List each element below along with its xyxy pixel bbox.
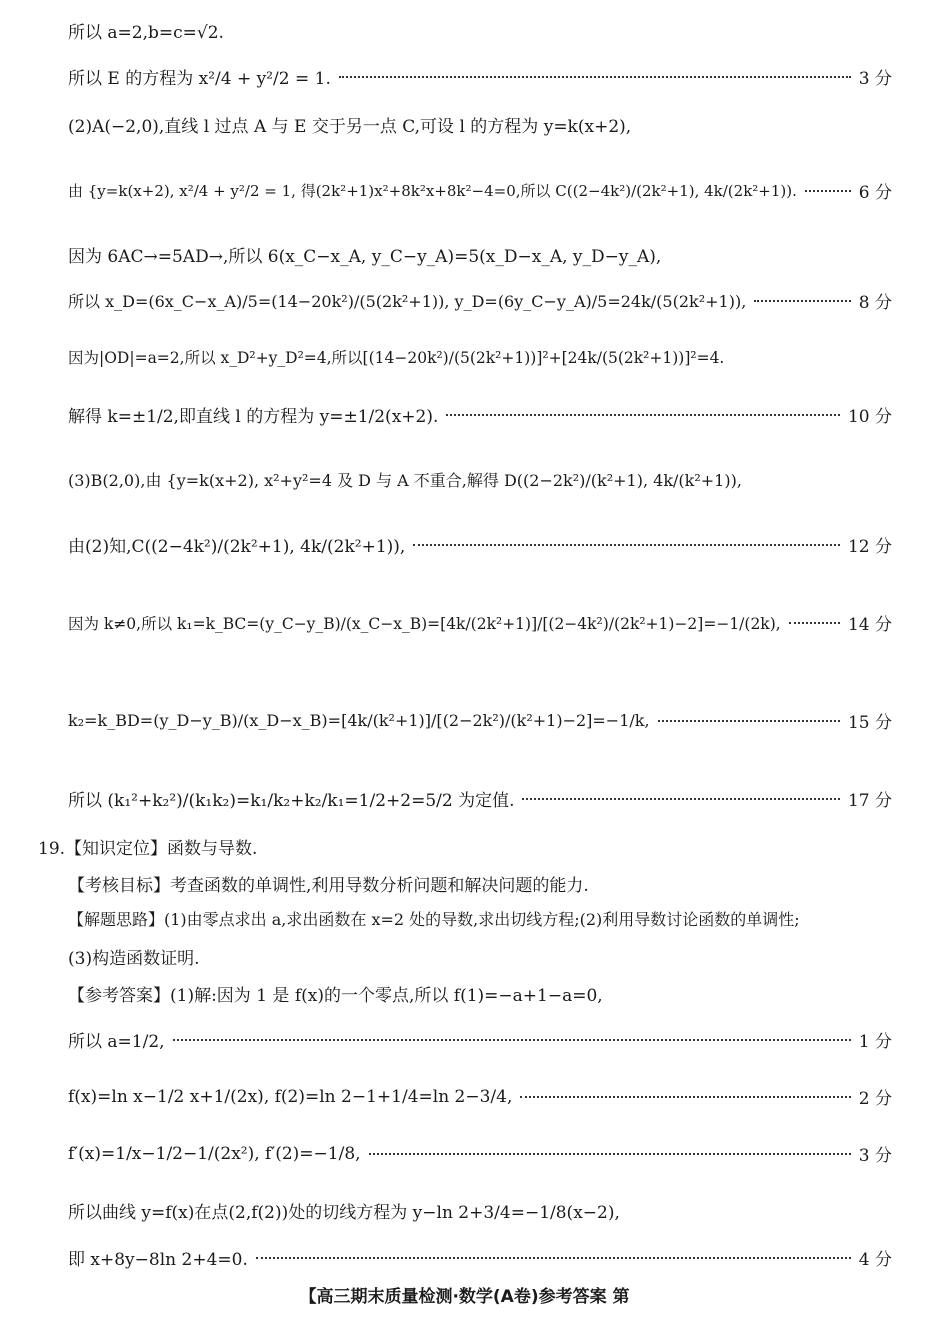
solution-line	[68, 288, 892, 313]
score-label: 10 分	[847, 407, 892, 427]
dotted-leader	[173, 1039, 851, 1041]
solution-line	[68, 532, 892, 557]
line-text: 由 {y=k(x+2), x²/4 + y²/2 = 1, 得(2k²+1)x²+8k²x+8k²−4=0,所以 C((2−4k²)/(2k²+1), 4k/(2k²+1)).	[68, 182, 797, 200]
solution-line	[68, 1245, 892, 1270]
solution-line	[68, 1141, 892, 1166]
score-label: 4 分	[858, 1250, 892, 1270]
line-text: f′(x)=1/x−1/2−1/(2x²), f′(2)=−1/8,	[68, 1143, 361, 1164]
line-text: 解得 k=±1/2,即直线 l 的方程为 y=±1/2(x+2).	[68, 407, 439, 427]
question-header	[38, 834, 892, 859]
solution-line	[68, 1027, 892, 1052]
score-label: 8 分	[858, 293, 892, 313]
line-text: 所以 E 的方程为 x²/4 + y²/2 = 1.	[68, 69, 331, 89]
score-label: 14 分	[847, 615, 892, 635]
solution-line	[68, 242, 892, 267]
line-text: 即 x+8y−8ln 2+4=0.	[68, 1250, 248, 1270]
score-label: 6 分	[858, 183, 892, 203]
line-text: (3)构造函数证明.	[68, 949, 200, 969]
solution-line	[68, 112, 892, 137]
score-label: 15 分	[847, 713, 892, 733]
line-text: 因为 k≠0,所以 k₁=k_BC=(y_C−y_B)/(x_C−x_B)=[4k/(2k²+1)]/[(2−4k²)/(2k²+1)−2]=−1/(2k),	[68, 614, 781, 633]
line-text: f(x)=ln x−1/2 x+1/(2x), f(2)=ln 2−1+1/4=ln 2−3/4,	[68, 1086, 513, 1107]
page-footer: 【高三期末质量检测·数学(A卷)参考答案 第	[299, 1287, 630, 1307]
dotted-leader	[369, 1153, 851, 1155]
solution-line	[68, 1084, 892, 1109]
dotted-leader	[256, 1257, 851, 1259]
line-text: 19.【知识定位】函数与导数.	[38, 839, 258, 859]
line-text: 因为 6AC→=5AD→,所以 6(x_C−x_A, y_C−y_A)=5(x_D−x_A, y_D−y_A),	[68, 247, 662, 267]
dotted-leader	[805, 190, 851, 192]
line-text: (2)A(−2,0),直线 l 过点 A 与 E 交于另一点 C,可设 l 的方程为 y=k(x+2),	[68, 117, 632, 137]
line-text: 由(2)知,C((2−4k²)/(2k²+1), 4k/(2k²+1)),	[68, 537, 406, 557]
solution-line	[68, 468, 892, 491]
line-text: 【参考答案】(1)解:因为 1 是 f(x)的一个零点,所以 f(1)=−a+1−a=0,	[68, 986, 603, 1006]
dotted-leader	[522, 798, 839, 800]
line-text: 【考核目标】考查函数的单调性,利用导数分析问题和解决问题的能力.	[68, 876, 589, 896]
score-label: 1 分	[858, 1032, 892, 1052]
dotted-leader	[658, 720, 840, 722]
line-text: 所以 x_D=(6x_C−x_A)/5=(14−20k²)/(5(2k²+1)), y_D=(6y_C−y_A)/5=24k/(5(2k²+1)),	[68, 292, 747, 311]
dotted-leader	[446, 414, 840, 416]
line-text: 【解题思路】(1)由零点求出 a,求出函数在 x=2 处的导数,求出切线方程;(2)利用导数讨论函数的单调性;	[68, 910, 800, 929]
solution-line	[68, 18, 892, 43]
dotted-leader	[789, 622, 840, 624]
line-text: 所以曲线 y=f(x)在点(2,f(2))处的切线方程为 y−ln 2+3/4=−1/8(x−2),	[68, 1203, 620, 1223]
score-label: 17 分	[847, 791, 892, 811]
line-text: 所以 a=2,b=c=√2.	[68, 23, 224, 43]
solution-line	[68, 1198, 892, 1223]
dotted-leader	[754, 300, 850, 302]
solution-line	[68, 64, 892, 89]
solution-line	[68, 944, 892, 969]
line-text: k₂=k_BD=(y_D−y_B)/(x_D−x_B)=[4k/(k²+1)]/[(2−2k²)/(k²+1)−2]=−1/k,	[68, 711, 650, 730]
line-text: 因为|OD|=a=2,所以 x_D²+y_D²=4,所以[(14−20k²)/(5(2k²+1))]²+[24k/(5(2k²+1))]²=4.	[68, 349, 725, 367]
solution-line	[68, 346, 892, 368]
solution-line	[68, 981, 892, 1006]
dotted-leader	[520, 1096, 850, 1098]
line-text: 所以 a=1/2,	[68, 1032, 165, 1052]
dotted-leader	[339, 76, 851, 78]
score-label: 3 分	[858, 69, 892, 89]
score-label: 3 分	[858, 1146, 892, 1166]
solution-line	[68, 871, 892, 896]
solution-line	[68, 907, 892, 930]
score-label: 12 分	[847, 537, 892, 557]
score-label: 2 分	[858, 1089, 892, 1109]
solution-line	[68, 178, 892, 203]
solution-line	[68, 786, 892, 811]
solution-line	[68, 402, 892, 427]
line-text: 所以 (k₁²+k₂²)/(k₁k₂)=k₁/k₂+k₂/k₁=1/2+2=5/2 为定值.	[68, 791, 515, 811]
solution-line	[68, 708, 892, 733]
line-text: (3)B(2,0),由 {y=k(x+2), x²+y²=4 及 D 与 A 不重合,解得 D((2−2k²)/(k²+1), 4k/(k²+1)),	[68, 471, 742, 490]
solution-line	[68, 610, 892, 635]
dotted-leader	[413, 544, 840, 546]
